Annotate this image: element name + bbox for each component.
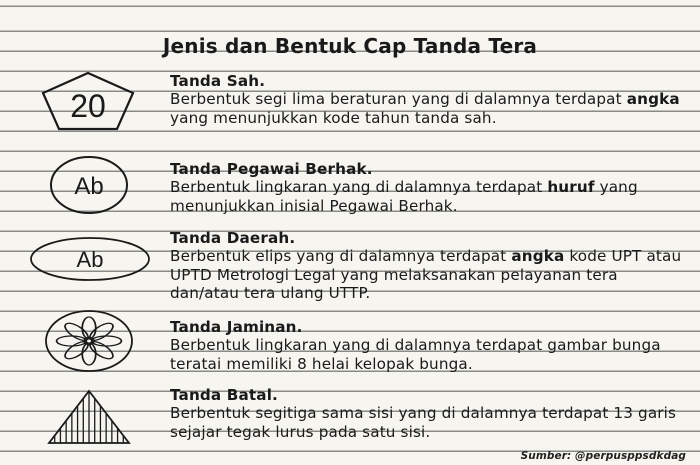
item-description: Berbentuk segitiga sama sisi yang di dalamnya terdapat 13 garis sejajar tegak lurus pada satu sisi. — [170, 404, 677, 441]
item-name: Tanda Batal. — [170, 386, 278, 404]
list-item — [170, 160, 688, 215]
list-item — [170, 229, 688, 302]
item-name: Tanda Jaminan. — [170, 318, 303, 336]
circle-ab-icon — [48, 155, 130, 215]
circle-label: Ab — [74, 173, 104, 200]
page-title: Jenis dan Bentuk Cap Tanda Tera — [162, 34, 538, 58]
item-description: Berbentuk segi lima beraturan yang di dalamnya terdapat angka yang menunjukkan kode tahun tanda sah. — [170, 90, 680, 127]
ellipse-ab-icon — [28, 235, 152, 283]
list-item — [170, 318, 688, 373]
source-credit: Sumber: @perpusppsdkdag — [520, 450, 686, 462]
item-description: Berbentuk elips yang di dalamnya terdapat angka kode UPT atau UPTD Metrologi Legal yang melaksanakan pelayanan tera dan/atau tera ulang UTTP. — [170, 247, 682, 302]
item-name: Tanda Sah. — [170, 72, 266, 90]
pentagon-label: 20 — [70, 88, 106, 124]
lotus-circle-icon — [43, 309, 135, 373]
item-description: Berbentuk lingkaran yang di dalamnya terdapat gambar bunga teratai memiliki 8 helai kelopak bunga. — [170, 336, 661, 373]
list-item — [170, 72, 688, 127]
ellipse-label: Ab — [76, 247, 104, 272]
pentagon-20-icon — [38, 70, 138, 132]
hatched-triangle-icon — [46, 388, 132, 446]
list-item — [170, 386, 688, 441]
item-name: Tanda Daerah. — [170, 229, 296, 247]
item-description: Berbentuk lingkaran yang di dalamnya terdapat huruf yang menunjukkan inisial Pegawai Berhak. — [170, 178, 638, 215]
item-name: Tanda Pegawai Berhak. — [170, 160, 373, 178]
